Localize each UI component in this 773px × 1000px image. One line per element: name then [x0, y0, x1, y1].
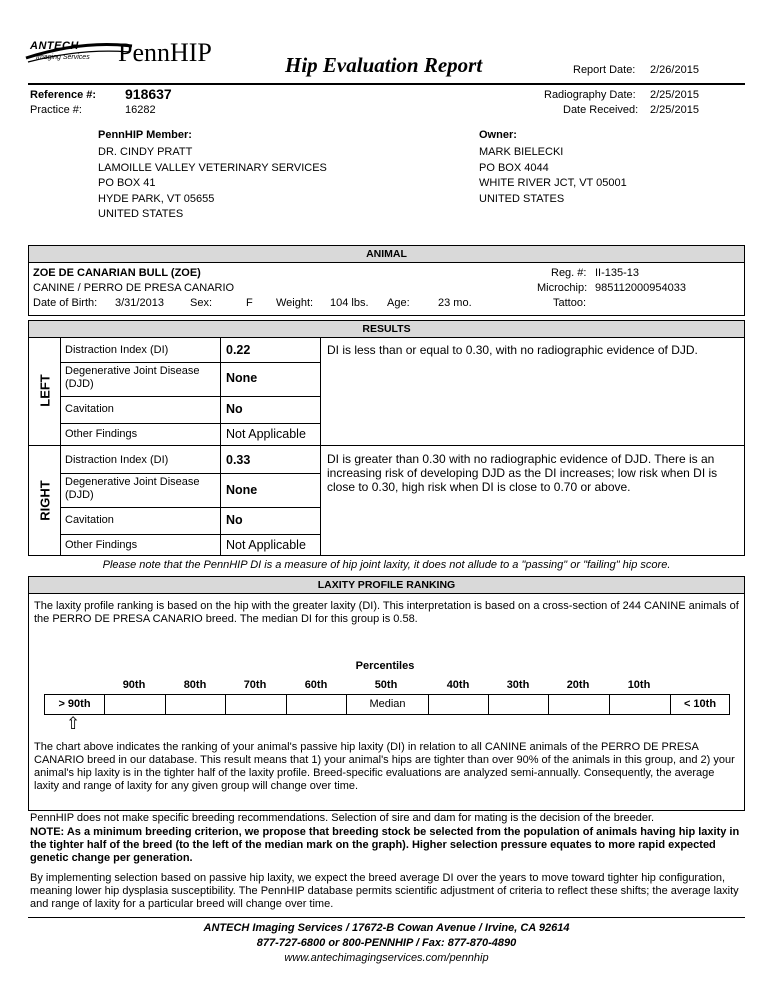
- left-djd-label: Degenerative Joint Disease (DJD): [65, 365, 200, 390]
- right-comment: DI is greater than 0.30 with no radiographic evidence of DJD. There is an increasing risk of developing DJD as the DI increases; low risk when DI is close to 0.30, high risk when DI is close to 0.70 or above.: [327, 452, 718, 494]
- right-cav-label: Cavitation: [65, 514, 114, 526]
- received-date: 2/25/2015: [650, 104, 699, 116]
- age-label: Age:: [387, 297, 410, 309]
- percentile-label: 40th: [446, 679, 470, 691]
- footer-phone: 877-727-6800 or 800-PENNHIP / Fax: 877-870-4890: [256, 937, 517, 949]
- member-line: UNITED STATES: [98, 208, 184, 220]
- right-di-label: Distraction Index (DI): [65, 454, 169, 466]
- percentile-label: 80th: [183, 679, 207, 691]
- percentile-label: 30th: [506, 679, 530, 691]
- percentiles-title: Percentiles: [355, 660, 415, 672]
- left-cav-label: Cavitation: [65, 403, 114, 415]
- member-line: PO BOX 41: [98, 177, 156, 189]
- right-other-label: Other Findings: [65, 539, 138, 551]
- results-section-title: RESULTS: [29, 321, 744, 338]
- received-date-label: Date Received:: [563, 104, 639, 116]
- percentile-label: 50th: [374, 679, 398, 691]
- left-other-value: Not Applicable: [226, 427, 306, 441]
- reg-number: II-135-13: [595, 267, 640, 279]
- report-date: 2/26/2015: [650, 64, 699, 76]
- left-cav-value: No: [226, 402, 243, 416]
- owner-line: PO BOX 4044: [479, 161, 549, 174]
- radiography-date-label: Radiography Date:: [544, 89, 636, 101]
- dob: 3/31/2013: [115, 297, 164, 309]
- left-di-value: 0.22: [226, 343, 251, 357]
- age: 23 mo.: [438, 297, 472, 309]
- member-line: LAMOILLE VALLEY VETERINARY SERVICES: [98, 161, 327, 174]
- animal-section: [28, 245, 745, 316]
- right-di-value: 0.33: [226, 453, 251, 467]
- footer-address: ANTECH Imaging Services / 17672-B Cowan Avenue / Irvine, CA 92614: [203, 922, 570, 934]
- left-side-label: LEFT: [37, 374, 53, 407]
- right-cav-value: No: [226, 513, 243, 527]
- ranking-bar: [44, 694, 730, 715]
- left-other-label: Other Findings: [65, 428, 138, 440]
- right-side-label: RIGHT: [37, 480, 53, 521]
- animal-section-title: ANIMAL: [29, 246, 744, 263]
- percentile-label: 90th: [122, 679, 146, 691]
- percentile-label: 10th: [627, 679, 651, 691]
- left-di-label: Distraction Index (DI): [65, 344, 169, 356]
- logo: [22, 38, 232, 70]
- antech-brand-sub: Imaging Services: [36, 54, 90, 61]
- breeding-note: NOTE: As a minimum breeding criterion, we propose that breeding stock be selected from the population of animals having hip laxity in the tighter half of the breed (to the left of the median mark on the graph). Higher selection pressure equates to more rapid expected genetic change per generation.: [30, 826, 740, 864]
- results-note: Please note that the PennHIP DI is a measure of hip joint laxity, it does not allude to a "passing" or "failing" hip score.: [102, 559, 671, 571]
- breeding-disclaimer: PennHIP does not make specific breeding recommendations. Selection of sire and dam for mating is the decision of the breeder.: [30, 812, 655, 824]
- footer-website[interactable]: www.antechimagingservices.com/pennhip: [284, 952, 489, 964]
- owner-label: Owner:: [479, 129, 517, 141]
- left-comment: DI is less than or equal to 0.30, with no radiographic evidence of DJD.: [327, 343, 698, 357]
- ranking-left-end: > 90th: [58, 698, 91, 710]
- owner-line: WHITE RIVER JCT, VT 05001: [479, 177, 627, 189]
- owner-line: UNITED STATES: [479, 192, 565, 205]
- radiography-date: 2/25/2015: [650, 89, 699, 101]
- antech-brand: ANTECH: [30, 40, 79, 52]
- owner-address: [479, 145, 627, 207]
- percentile-label: 20th: [566, 679, 590, 691]
- tattoo-label: Tattoo:: [553, 297, 587, 309]
- footer-divider: [28, 917, 745, 918]
- microchip-label: Microchip:: [537, 282, 588, 294]
- laxity-section: [28, 576, 745, 811]
- dob-label: Date of Birth:: [33, 297, 98, 309]
- ranking-right-end: < 10th: [683, 698, 717, 710]
- animal-breed: CANINE / PERRO DE PRESA CANARIO: [33, 282, 235, 294]
- page-title: Hip Evaluation Report: [285, 53, 483, 77]
- weight: 104 lbs.: [330, 297, 369, 309]
- right-djd-value: None: [226, 483, 258, 497]
- reg-label: Reg. #:: [551, 267, 587, 279]
- member-label: PennHIP Member:: [98, 129, 192, 141]
- sex: F: [246, 297, 253, 309]
- ranking-median: Median: [369, 698, 406, 710]
- laxity-intro: The laxity profile ranking is based on the hip with the greater laxity (DI). This interpretation is based on a cross-section of 244 CANINE animals of the PERRO DE PRESA CANARIO breed. The median DI for this group is 0.58.: [34, 600, 739, 625]
- percentile-label: 60th: [304, 679, 328, 691]
- ranking-arrow-icon: ⇧: [66, 714, 81, 734]
- percentile-label: 70th: [243, 679, 267, 691]
- report-date-label: Report Date:: [573, 64, 636, 76]
- weight-label: Weight:: [276, 297, 314, 309]
- laxity-section-title: LAXITY PROFILE RANKING: [29, 577, 744, 594]
- sex-label: Sex:: [190, 297, 213, 309]
- member-line: HYDE PARK, VT 05655: [98, 192, 215, 205]
- animal-name: ZOE DE CANARIAN BULL (ZOE): [33, 267, 201, 279]
- left-djd-value: None: [226, 371, 258, 385]
- right-djd-label: Degenerative Joint Disease (DJD): [65, 476, 200, 501]
- microchip: 985112000954033: [595, 282, 686, 294]
- member-line: DR. CINDY PRATT: [98, 146, 193, 158]
- results-section: [28, 320, 745, 556]
- practice-label: Practice #:: [30, 104, 82, 116]
- member-address: [98, 145, 327, 223]
- selection-paragraph: By implementing selection based on passive hip laxity, we expect the breed average DI over the years to move toward tighter hip configuration, meaning lower hip dysplasia susceptibility. The PennHIP database permits scientific adjustment of criteria to reflect these shifts; the average laxity and range of laxity for a particular breed will change over time.: [30, 872, 739, 910]
- laxity-explanation: The chart above indicates the ranking of your animal's passive hip laxity (DI) in relation to all CANINE animals of the PERRO DE PRESA CANARIO breed in our database. This result means that 1) your animal's hips are tighter than over 90% of the animals in this group, and 2) your animal's hip laxity is in the tighter half of the laxity profile. Breed-specific evaluations are analyzed semi-annually. Consequently, the average laxity and range of laxity for any given group will change over time.: [34, 741, 735, 792]
- reference-label: Reference #:: [30, 89, 97, 101]
- right-other-value: Not Applicable: [226, 538, 306, 552]
- header-divider: [28, 83, 745, 85]
- owner-line: MARK BIELECKI: [479, 146, 564, 158]
- reference-number: 918637: [125, 86, 172, 102]
- pennhip-brand: PennHIP: [118, 38, 212, 67]
- practice-number: 16282: [125, 104, 156, 116]
